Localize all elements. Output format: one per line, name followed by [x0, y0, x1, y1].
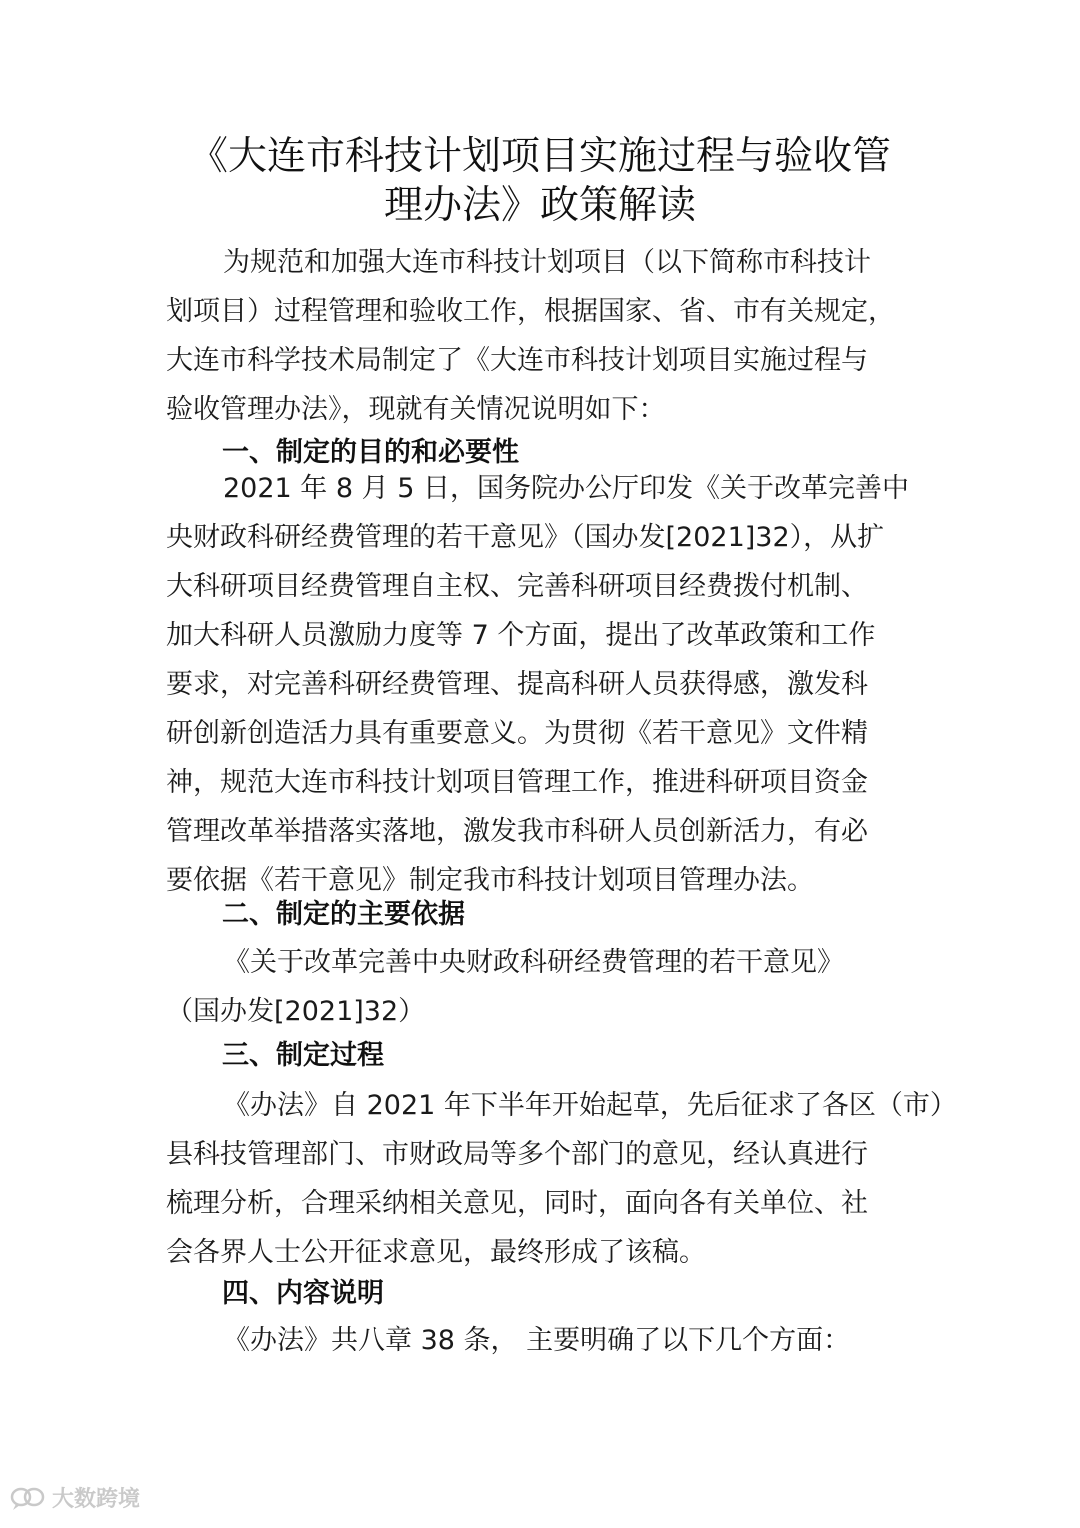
section-4-line: 《办法》共八章 38 条， 主要明确了以下几个方面：	[223, 1325, 851, 1356]
section-2-paragraph	[166, 938, 918, 1036]
section-2-line: 《关于改革完善中央财政科研经费管理的若干意见》	[223, 947, 844, 978]
section-3-paragraph	[166, 1081, 957, 1277]
section-3-heading: 三、制定过程	[222, 1040, 384, 1071]
document-title-line-1: 《大连市科技计划项目实施过程与验收管	[188, 134, 891, 179]
intro-line: 验收管理办法》，现就有关情况说明如下：	[166, 394, 666, 425]
section-1-line: 要依据《若干意见》制定我市科技计划项目管理办法。	[166, 865, 814, 896]
document-title-line-2: 理办法》政策解读	[383, 183, 696, 228]
section-1-line: 管理改革举措落实落地，激发我市科研人员创新活力，有必	[166, 816, 868, 847]
chat-bubble-logo-icon	[10, 1485, 46, 1511]
section-2-heading: 二、制定的主要依据	[222, 899, 465, 930]
intro-paragraph	[166, 238, 918, 434]
intro-line: 为规范和加强大连市科技计划项目（以下简称市科技计	[223, 247, 871, 278]
section-1-line: 神，规范大连市科技计划项目管理工作，推进科研项目资金	[166, 767, 868, 798]
section-1-line: 要求，对完善科研经费管理、提高科研人员获得感，激发科	[166, 669, 868, 700]
section-1-heading: 一、制定的目的和必要性	[222, 437, 519, 468]
intro-line: 划项目）过程管理和验收工作，根据国家、省、市有关规定，	[166, 296, 895, 327]
section-3-line: 县科技管理部门、市财政局等多个部门的意见，经认真进行	[166, 1139, 868, 1170]
intro-line: 大连市科学技术局制定了《大连市科技计划项目实施过程与	[166, 345, 868, 376]
section-3-line: 《办法》自 2021 年下半年开始起草，先后征求了各区（市）	[223, 1090, 957, 1121]
section-3-line: 梳理分析，合理采纳相关意见，同时，面向各有关单位、社	[166, 1188, 868, 1219]
section-4-heading: 四、内容说明	[222, 1278, 384, 1309]
watermark-text: 大数跨境	[52, 1487, 141, 1512]
section-1-line: 研创新创造活力具有重要意义。为贯彻《若干意见》文件精	[166, 718, 868, 749]
section-1-paragraph	[166, 464, 918, 905]
section-1-line: 大科研项目经费管理自主权、完善科研项目经费拨付机制、	[166, 571, 868, 602]
section-1-line: 2021 年 8 月 5 日，国务院办公厅印发《关于改革完善中	[223, 473, 909, 504]
watermark	[10, 1482, 140, 1513]
section-1-line: 央财政科研经费管理的若干意见》（国办发[2021]32），从扩	[166, 522, 885, 553]
section-4-paragraph	[166, 1316, 918, 1365]
section-1-line: 加大科研人员激励力度等 7 个方面，提出了改革政策和工作	[166, 620, 876, 651]
section-2-line: （国办发[2021]32）	[166, 996, 426, 1027]
section-3-line: 会各界人士公开征求意见，最终形成了该稿。	[166, 1237, 706, 1268]
